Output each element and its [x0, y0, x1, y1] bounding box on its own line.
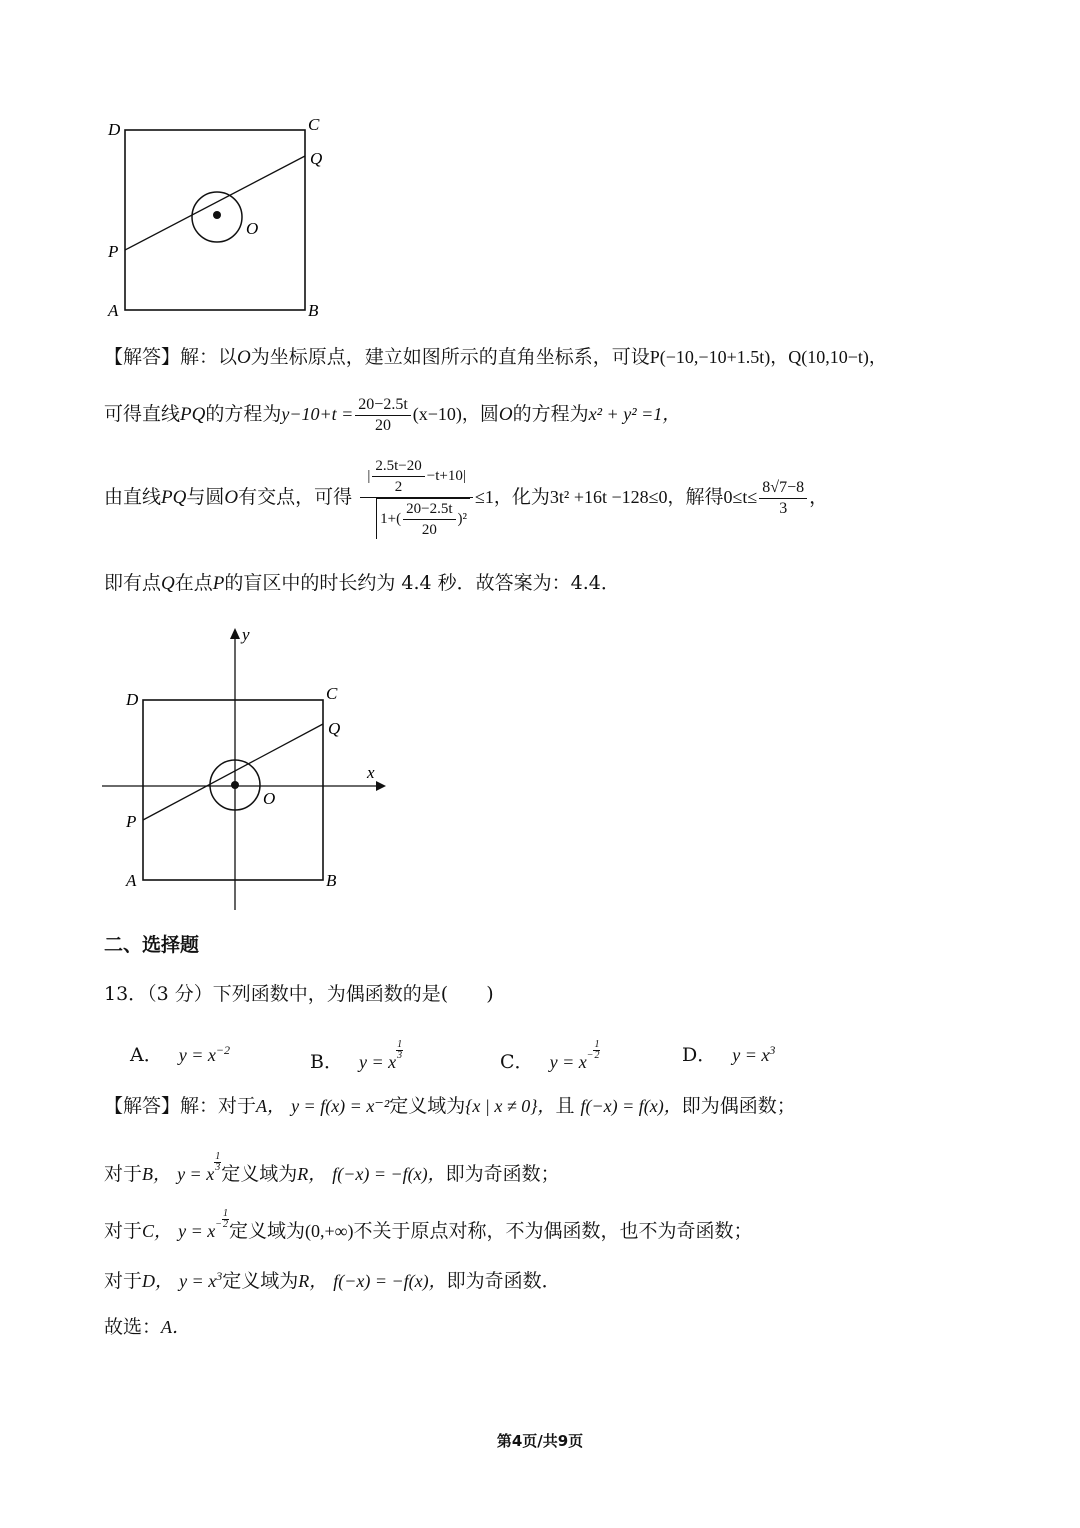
math-a: A，	[256, 1096, 286, 1116]
solution12-line2	[104, 392, 680, 437]
range-numerator: 8√7−8	[759, 478, 807, 499]
math-a: A．	[161, 1317, 191, 1337]
math-expr: y = f(x) = x⁻²	[291, 1096, 390, 1116]
text: 可得直线	[104, 403, 181, 425]
text: 不关于原点对称，不为偶函数，也不为奇函数；	[353, 1220, 753, 1242]
math-ineq: 3t² +16t −128≤0，	[549, 487, 686, 507]
solution13-line4	[104, 1262, 561, 1295]
center-dot	[231, 781, 239, 789]
figure-coordinate-system	[100, 620, 400, 915]
math-expr: $y = x^3$	[179, 1269, 223, 1291]
text: 对于	[104, 1270, 143, 1292]
solution13-line5	[104, 1313, 190, 1341]
math-pq: PQ	[180, 404, 206, 425]
text: 在点	[174, 572, 213, 594]
solution13-line2	[104, 1152, 560, 1191]
denominator: 20	[375, 416, 392, 434]
math-domain: {x | x ≠ 0}，	[465, 1096, 556, 1116]
label-q: Q	[328, 719, 341, 738]
exponent-fraction: $\frac{1}{3}$	[215, 1151, 221, 1173]
option-label: D．	[682, 1044, 717, 1066]
text: 与圆	[186, 486, 225, 508]
line-pq	[143, 724, 323, 820]
math-o: O	[498, 404, 513, 425]
text: 的盲区中的时长约为 4.4 秒．故答案为：4.4．	[224, 572, 620, 594]
text: 对于	[104, 1163, 143, 1185]
label-q: Q	[310, 149, 323, 168]
label-p: P	[126, 812, 137, 831]
text: ，	[809, 486, 829, 508]
math-r: R，	[298, 1271, 328, 1291]
text: 故选：	[104, 1316, 162, 1338]
math-circle-eq: x² + y² =1，	[588, 404, 681, 424]
sqrt-right: )²	[457, 510, 468, 527]
text: 即有点	[104, 572, 162, 594]
text: 定义域为	[389, 1095, 466, 1117]
math-q: Q	[161, 573, 175, 594]
text: 即为奇函数；	[445, 1163, 560, 1185]
math-lhs: y−10+t =	[281, 404, 354, 424]
numerator: 20−2.5t	[355, 395, 410, 416]
text: 化为	[511, 486, 550, 508]
option-d	[682, 1040, 775, 1067]
sqrt	[377, 498, 470, 540]
math-le1: ≤1，	[475, 487, 512, 507]
option-b	[310, 1040, 403, 1074]
math-pq: PQ	[161, 487, 187, 508]
sqrt-denominator: 20	[421, 522, 437, 538]
math-expr: y = x− $\frac{1}{2}$	[178, 1208, 228, 1241]
figure-square-circle	[100, 110, 340, 325]
math-rhs: (x−10)，	[412, 404, 480, 424]
label-a: A	[126, 871, 137, 890]
text: 解得	[685, 486, 724, 508]
distance-fraction	[360, 456, 473, 540]
math-p-coord: P(−10,−10+1.5t)，	[649, 347, 789, 367]
label-c: C	[308, 115, 320, 134]
range-fraction	[759, 478, 807, 519]
x-axis-arrow	[376, 781, 386, 791]
label-a: A	[108, 301, 119, 320]
text: 即为奇函数．	[446, 1270, 561, 1292]
section-title: 二、选择题	[104, 934, 200, 956]
math-o: O	[224, 487, 239, 508]
math-expr: y = x $\frac{1}{3}$	[177, 1151, 221, 1184]
option-expr: y = x− $\frac{1}{2}$	[549, 1039, 600, 1072]
option-a	[130, 1040, 230, 1067]
numerator: | $\frac{2.5t-20}{2}$ −t+10|	[360, 456, 473, 498]
text: 【解答】解：以	[104, 346, 238, 368]
label-b: B	[326, 871, 337, 890]
denominator	[360, 498, 473, 540]
fraction	[355, 395, 410, 436]
range-denominator: 3	[779, 499, 788, 517]
label-c: C	[326, 684, 338, 703]
inner-rest: −t+10|	[426, 467, 466, 484]
math-p: P	[212, 573, 225, 594]
square	[143, 700, 323, 880]
text: 有交点，可得	[238, 486, 353, 508]
text: 即为偶函数；	[681, 1095, 796, 1117]
question13-stem: 13．（3 分）下列函数中，为偶函数的是( )	[104, 983, 494, 1005]
text: 的方程为	[512, 403, 589, 425]
text: 【解答】解：对于	[104, 1095, 257, 1117]
text: 为坐标原点，建立如图所示的直角坐标系，可设	[250, 346, 650, 368]
solution12-line3	[104, 452, 828, 543]
label-y: y	[242, 625, 250, 644]
exponent-fraction: $\frac{1}{2}$	[594, 1039, 600, 1061]
y-axis-arrow	[230, 628, 240, 639]
option-expr: $y = x^{-2}$	[178, 1043, 231, 1065]
math-o: O	[237, 347, 251, 368]
center-dot	[213, 211, 221, 219]
square	[125, 130, 305, 310]
option-c	[500, 1040, 600, 1074]
option-expr: $y = x^3$	[732, 1043, 776, 1065]
text: 定义域为	[222, 1270, 299, 1292]
label-x: x	[367, 763, 375, 782]
option-expr: y = x $\frac{1}{3}$	[359, 1039, 403, 1072]
page-footer: 第4页/共9页	[496, 1432, 584, 1450]
solution12-line4	[104, 569, 620, 598]
inner-denominator: 2	[394, 479, 403, 495]
math-domain: (0,+∞)	[304, 1221, 354, 1241]
option-label: C．	[500, 1051, 534, 1073]
exponent-fraction: $\frac{1}{3}$	[397, 1039, 403, 1061]
inner-fraction	[372, 456, 424, 497]
text: 圆	[479, 403, 499, 425]
line-pq	[125, 156, 305, 250]
label-p: P	[108, 242, 119, 261]
text: 定义域为	[221, 1163, 298, 1185]
label-o: O	[263, 789, 276, 808]
text: 对于	[104, 1220, 143, 1242]
math-eq: f(−x) = −f(x)，	[333, 1271, 447, 1291]
text: 由直线	[104, 486, 162, 508]
math-eq: f(−x) = f(x)，	[580, 1096, 682, 1116]
option-label: A．	[130, 1044, 163, 1066]
label-o: O	[246, 219, 259, 238]
exponent-fraction: $\frac{1}{2}$	[222, 1208, 228, 1230]
math-r: R，	[297, 1164, 327, 1184]
math-q-coord: Q(10,10−t)，	[788, 347, 887, 367]
math-d: D，	[142, 1271, 174, 1291]
label-b: B	[308, 301, 319, 320]
math-eq: f(−x) = −f(x)，	[332, 1164, 446, 1184]
sqrt-left: 1+(	[380, 510, 402, 527]
sqrt-numerator: 20−2.5t	[403, 499, 455, 520]
text: 定义域为	[228, 1220, 305, 1242]
label-d: D	[126, 690, 139, 709]
solution12-line1	[104, 343, 887, 372]
label-d: D	[108, 120, 121, 139]
inner-numerator: 2.5t−20	[372, 456, 424, 477]
option-label: B．	[310, 1051, 343, 1073]
sqrt-fraction	[403, 499, 455, 540]
math-b: B，	[142, 1164, 172, 1184]
solution13-line3	[104, 1208, 752, 1248]
text: 且	[555, 1095, 575, 1117]
math-range-left: 0≤t≤	[723, 487, 758, 507]
math-c: C，	[142, 1221, 173, 1241]
text: 的方程为	[205, 403, 282, 425]
solution13-line1	[104, 1092, 796, 1120]
